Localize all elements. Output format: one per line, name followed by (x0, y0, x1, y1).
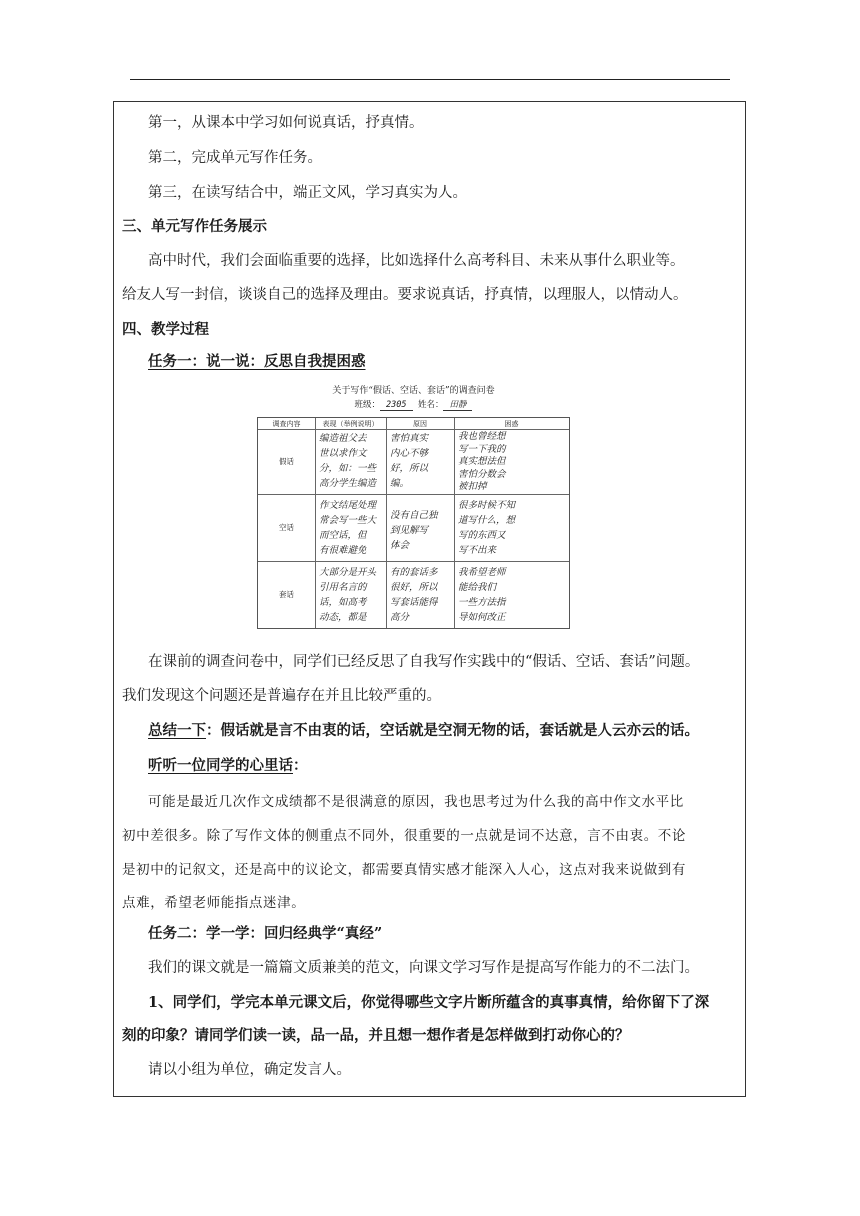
row-label-cliche: 套话 (279, 590, 294, 599)
task-2-title: 任务二：学一学：回归经典学“真经” (148, 925, 383, 942)
section-3-heading: 三、单元写作任务展示 (122, 218, 267, 235)
task-2-intro: 我们的课文就是一篇篇文质兼美的范文，向课文学习写作是提高写作能力的不二法门。 (148, 960, 699, 976)
name-label: 姓名： (417, 400, 444, 410)
goal-3: 第三，在读写结合中，端正文风，学习真实为人。 (148, 185, 467, 201)
question-1-line-2: 刻的印象？请同学们读一读，品一品，并且想一想作者是怎样做到打动你心的？ (122, 1027, 630, 1044)
quote-line-2: 初中差很多。除了写作文体的侧重点不同外，很重要的一点就是词不达意，言不由衷。不论 (122, 828, 686, 844)
quote-line-3: 是初中的记叙文，还是高中的议论文，都需要真情实感才能深入人心，这点对我来说做到有 (122, 862, 686, 878)
listen-label: 听听一位同学的心里话 (148, 757, 293, 774)
cell-fake-confusion: 我也曾经想 写一下我的 真实想法但 害怕分数会 被扣掉 (458, 431, 506, 492)
row-label-fake: 假话 (279, 457, 294, 466)
goal-2: 第二，完成单元写作任务。 (148, 150, 322, 166)
summary-paragraph (148, 721, 699, 741)
cell-cliche-reason: 有的套话多 很好，所以 写套话能得 高分 (390, 567, 438, 623)
section-3-line-2: 给友人写一封信，谈谈自己的选择及理由。要求说真话，抒真情，以理服人，以情动人。 (122, 287, 688, 303)
listen-heading: 听听一位同学的心里话： (148, 757, 308, 774)
class-label: 班级： (354, 400, 381, 410)
summary-label: 总结一下 (148, 722, 206, 739)
group-note: 请以小组为单位，确定发言人。 (148, 1062, 351, 1078)
survey-title: 关于写作“假话、空话、套话”的调查问卷 (332, 386, 495, 396)
cell-empty-reason: 没有自己独 到见解写 体会 (390, 510, 438, 551)
header-confusion: 困惑 (504, 420, 519, 428)
row-label-empty: 空话 (279, 523, 294, 532)
cell-fake-performance: 编造祖父去 世以求作文 分，如：一些 高分学生编造 (319, 433, 377, 489)
survey-image (257, 385, 570, 631)
cell-empty-performance: 作文结尾处理 常会写一些大 而空话，但 有很难避免 (319, 500, 377, 556)
quote-line-4: 点难，希望老师能指点迷津。 (122, 895, 306, 911)
summary-text: ：假话就是言不由衷的话，空话就是空洞无物的话，套话就是人云亦云的话。 (206, 722, 699, 739)
survey-table (257, 417, 570, 629)
header-performance: 表现（举例说明） (322, 420, 379, 428)
quote-line-1: 可能是最近几次作文成绩都不是很满意的原因，我也思考过为什么我的高中作文水平比 (148, 794, 684, 810)
question-1-line-1: 1、同学们，学完本单元课文后，你觉得哪些文字片断所蕴含的真事真情，给你留下了深 (148, 994, 710, 1011)
survey-class-line (257, 399, 570, 411)
header-content: 调查内容 (272, 420, 301, 428)
reflection-line-2: 我们发现这个问题还是普遍存在并且比较严重的。 (122, 688, 441, 704)
reflection-line-1: 在课前的调查问卷中，同学们已经反思了自我写作实践中的“假话、空话、套话”问题。 (148, 654, 700, 670)
header-reason: 原因 (413, 420, 427, 428)
section-4-heading: 四、教学过程 (122, 321, 209, 338)
section-3-line-1: 高中时代，我们会面临重要的选择，比如选择什么高考科目、未来从事什么职业等。 (148, 253, 685, 269)
class-value: 2305 (380, 400, 412, 411)
cell-cliche-confusion: 我希望老师 能给我们 一些方法指 导如何改正 (458, 567, 506, 623)
cell-fake-reason: 害怕真实 内心不够 好，所以 编。 (390, 433, 429, 489)
cell-cliche-performance: 大部分是开头 引用名言的 话，如高考 动态，都是 (319, 567, 377, 623)
task-1-title: 任务一：说一说：反思自我提困惑 (148, 353, 366, 370)
goal-1: 第一，从课本中学习如何说真话，抒真情。 (148, 115, 424, 131)
name-value: 田静 (443, 400, 472, 411)
cell-empty-confusion: 很多时候不知 道写什么，想 写的东西又 写不出来 (458, 500, 516, 556)
header-rule (130, 79, 730, 80)
